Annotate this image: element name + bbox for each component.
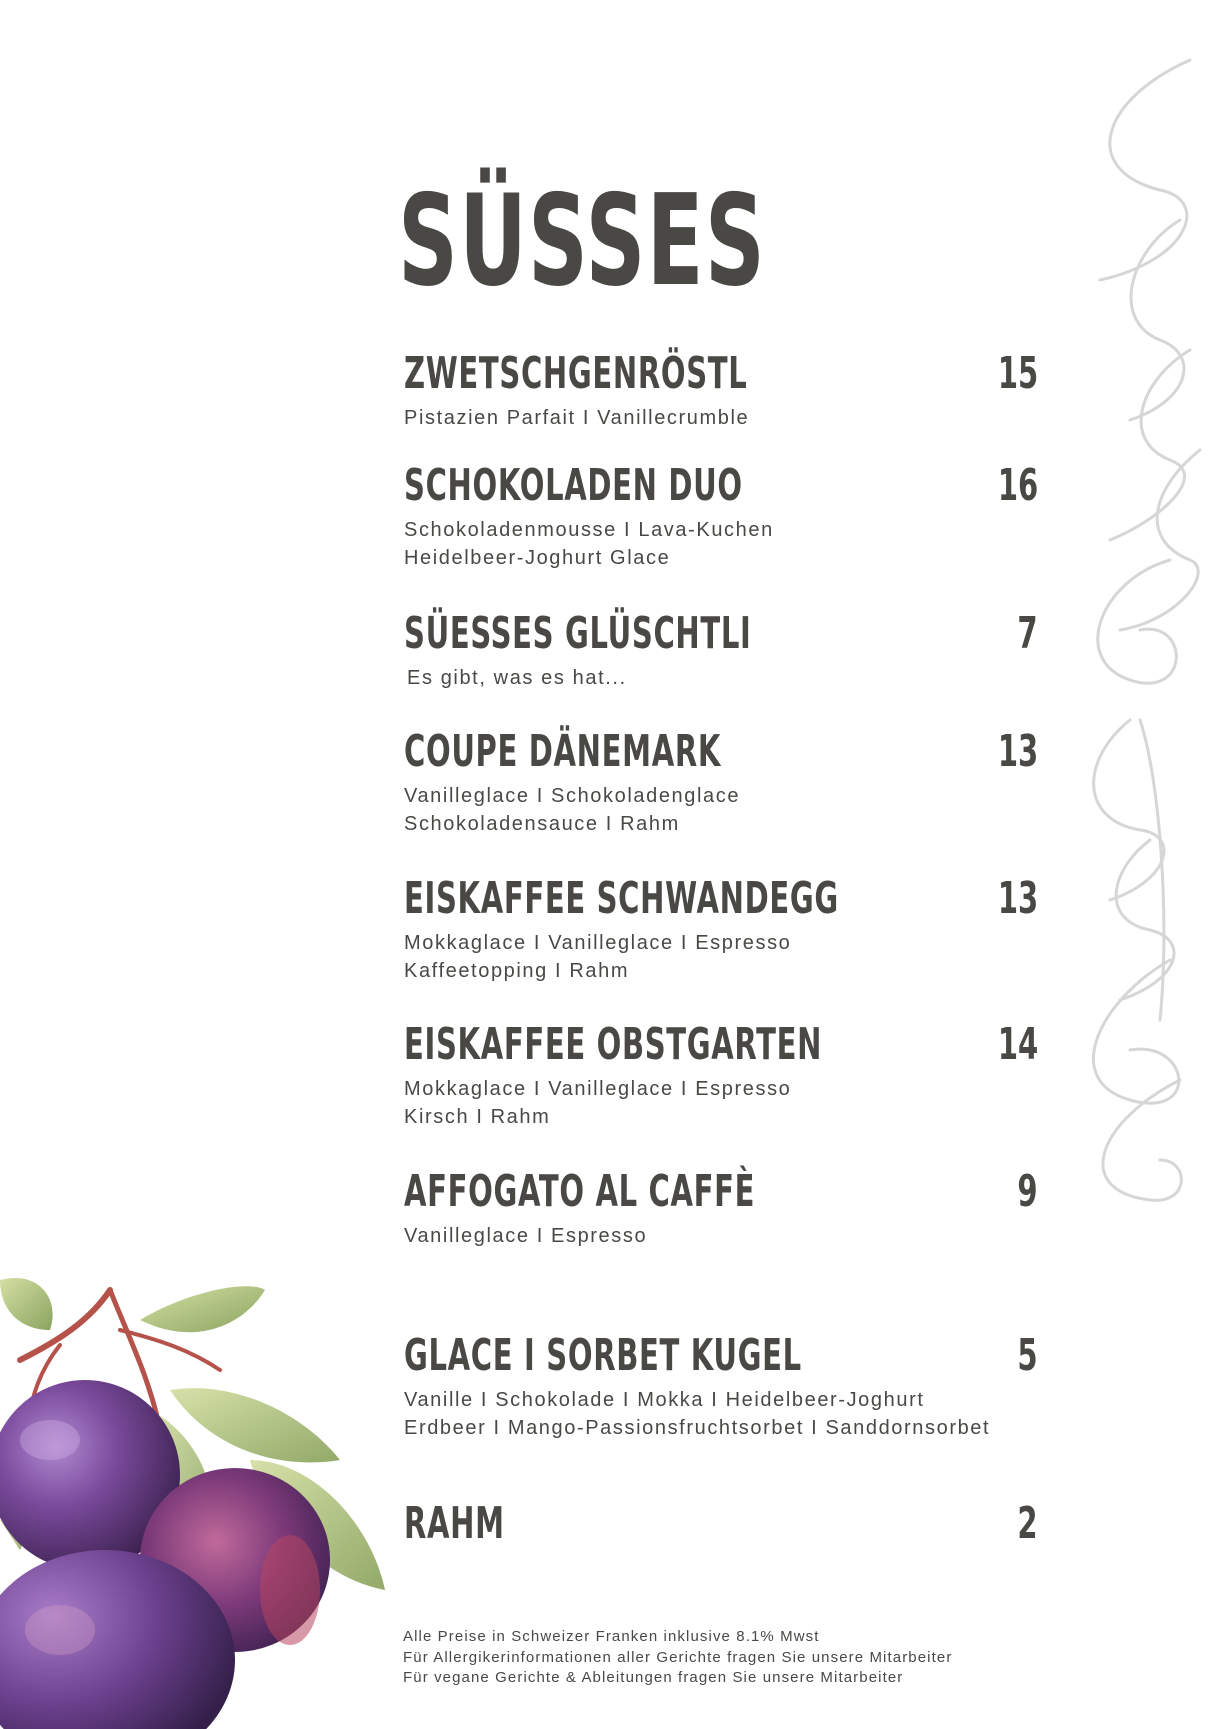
item-price: 13 bbox=[997, 726, 1038, 777]
item-description-line: Kirsch I Rahm bbox=[404, 1106, 551, 1128]
item-price: 2 bbox=[1017, 1498, 1038, 1549]
watermark-script-logo bbox=[1040, 20, 1222, 1320]
item-price: 13 bbox=[997, 873, 1038, 924]
item-price: 9 bbox=[1017, 1166, 1038, 1217]
item-price: 7 bbox=[1017, 608, 1038, 659]
item-name: GLACE I SORBET KUGEL bbox=[404, 1330, 802, 1381]
item-name: EISKAFFEE SCHWANDEGG bbox=[404, 873, 839, 924]
item-description bbox=[404, 1222, 647, 1250]
item-description bbox=[404, 782, 740, 838]
item-name: RAHM bbox=[404, 1498, 505, 1549]
plum-illustration bbox=[0, 1260, 400, 1729]
footer-line-allergies: Für Allergikerinformationen aller Gerichte fragen Sie unsere Mitarbeiter bbox=[403, 1648, 953, 1666]
item-name: COUPE DÄNEMARK bbox=[404, 726, 722, 777]
footer-notes bbox=[403, 1627, 952, 1689]
item-description bbox=[404, 1075, 791, 1131]
item-description-line: Erdbeer I Mango-Passionsfruchtsorbet I Sanddornsorbet bbox=[404, 1417, 991, 1439]
item-price: 14 bbox=[997, 1019, 1038, 1070]
item-name: EISKAFFEE OBSTGARTEN bbox=[404, 1019, 823, 1070]
item-price: 15 bbox=[997, 348, 1038, 399]
item-description-line: Kaffeetopping I Rahm bbox=[404, 960, 630, 982]
item-description-line: Mokkaglace I Vanilleglace I Espresso bbox=[404, 932, 792, 954]
item-description-line: Schokoladensauce I Rahm bbox=[404, 813, 680, 835]
item-description bbox=[404, 516, 774, 572]
item-description-line: Schokoladenmousse I Lava-Kuchen bbox=[404, 519, 774, 541]
item-name: SÜESSES GLÜSCHTLI bbox=[404, 608, 752, 659]
item-description bbox=[407, 664, 627, 692]
item-name: ZWETSCHGENRÖSTL bbox=[404, 348, 748, 399]
item-name: SCHOKOLADEN DUO bbox=[404, 460, 743, 511]
item-description-line: Vanilleglace I Espresso bbox=[404, 1225, 648, 1247]
item-description-line: Mokkaglace I Vanilleglace I Espresso bbox=[404, 1078, 792, 1100]
item-description-line: Vanille I Schokolade I Mokka I Heidelbeer-Joghurt bbox=[404, 1389, 925, 1411]
footer-line-vegan: Für vegane Gerichte & Ableitungen fragen Sie unsere Mitarbeiter bbox=[403, 1669, 904, 1686]
item-name: AFFOGATO AL CAFFÈ bbox=[404, 1166, 756, 1217]
item-description-line: Es gibt, was es hat... bbox=[407, 667, 627, 689]
item-description bbox=[404, 929, 791, 985]
item-description bbox=[404, 404, 749, 432]
item-price: 5 bbox=[1017, 1330, 1038, 1381]
item-price: 16 bbox=[997, 460, 1038, 511]
item-description-line: Pistazien Parfait I Vanillecrumble bbox=[404, 407, 750, 429]
footer-line-prices: Alle Preise in Schweizer Franken inklusive 8.1% Mwst bbox=[403, 1628, 820, 1645]
page-title: SÜSSES bbox=[398, 167, 767, 314]
item-description bbox=[404, 1386, 990, 1442]
item-description-line: Heidelbeer-Joghurt Glace bbox=[404, 547, 671, 569]
item-description-line: Vanilleglace I Schokoladenglace bbox=[404, 785, 741, 807]
